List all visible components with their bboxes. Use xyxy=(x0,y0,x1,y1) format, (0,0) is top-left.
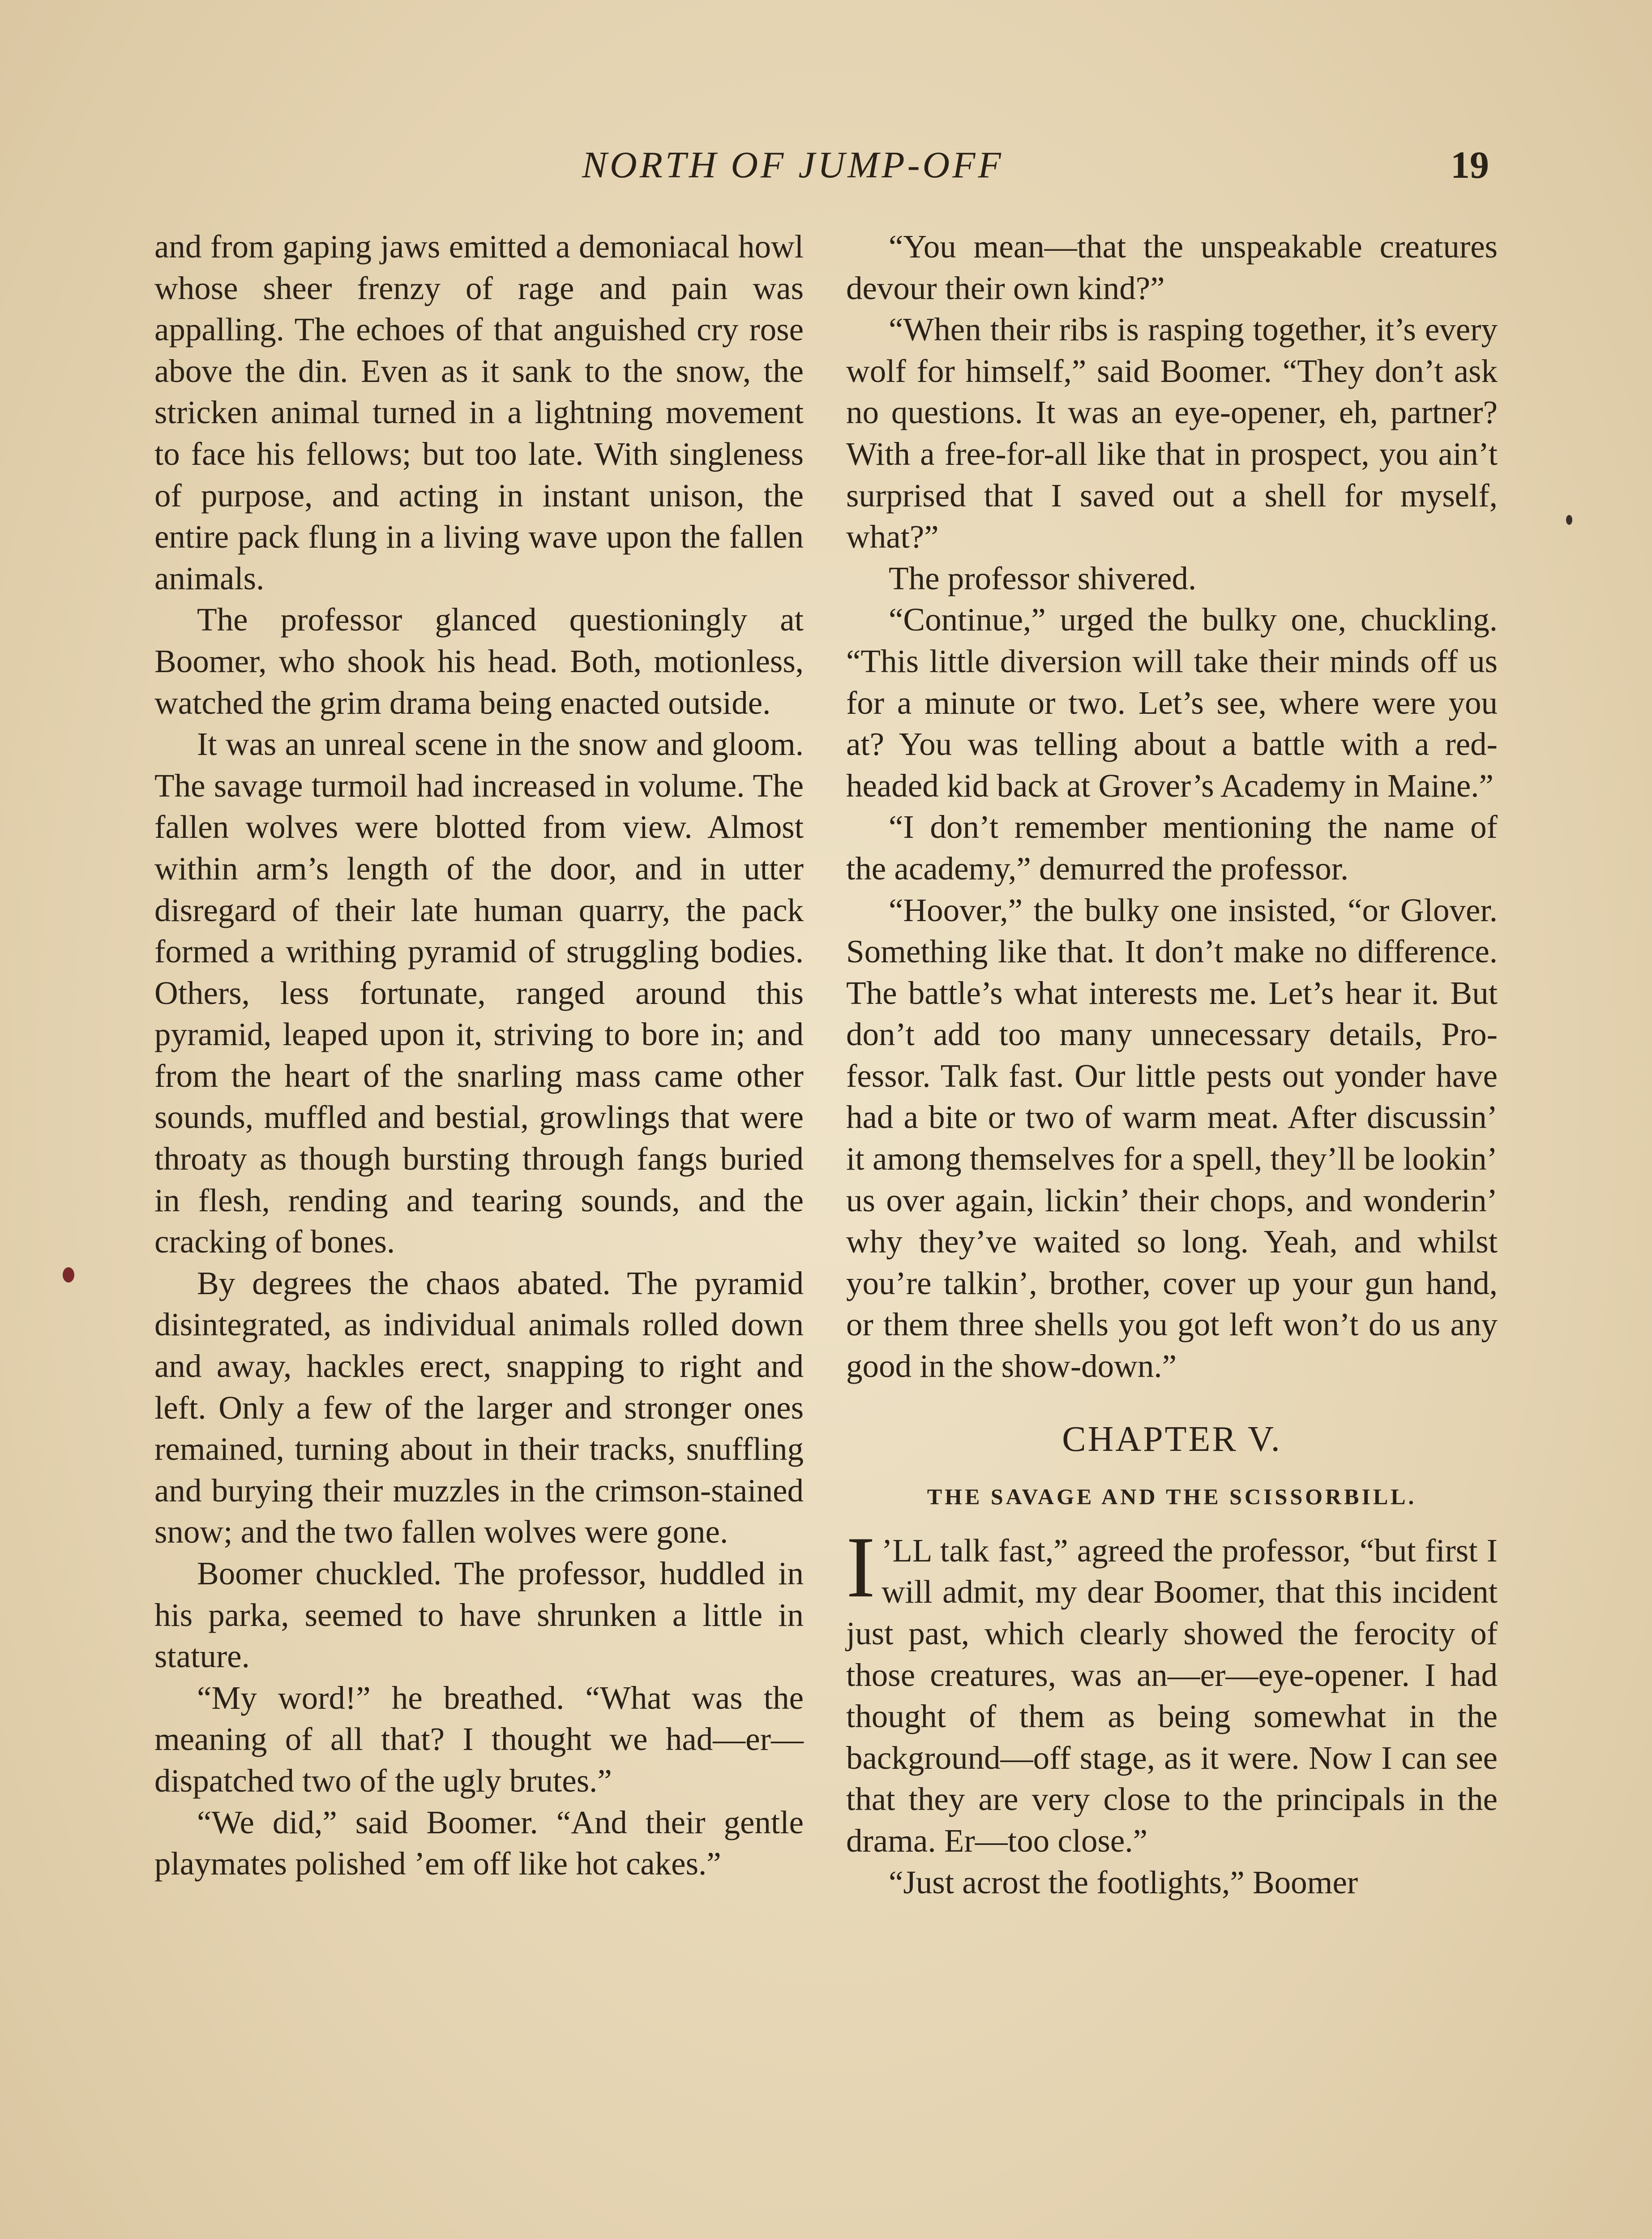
ink-speck xyxy=(1566,515,1572,525)
paragraph: It was an unreal scene in the snow and gloom. The savage turmoil had increased in volume. The fallen wolves were blotted from view. Almost within arm’s length of the door, and in utter disregard of their late human quarry, the pack formed a writhing pyramid of struggling bodies. Others, less fortunate, ranged around this pyramid, leaped upon it, striving to bore in; and from the heart of the snarling mass came other sounds, muffled and bestial, growlings that were throaty as though bursting through fangs buried in flesh, rending and tearing sounds, and the cracking of bones. xyxy=(154,726,804,1260)
paragraph: “My word!” he breathed. “What was the meaning of all that? I thought we had—er—dispatched two of the ugly brutes.” xyxy=(154,1679,804,1799)
paragraph: “Continue,” urged the bulky one, chuckling. “This little diversion will take their minds off us for a minute or two. Let’s see, where were you at? You was telling about a battle with a red-headed kid back at Grover’s Academy in Maine.” xyxy=(846,601,1498,804)
paragraph: By degrees the chaos abated. The pyramid disintegrated, as individual animals rolled down and away, hackles erect, snapping to right and left. Only a few of the larger and stronger ones remained, turning about in their tracks, snuffling and burying their muzzles in the crimson-stained snow; and the two fallen wolves were gone. xyxy=(154,1265,804,1550)
page-number: 19 xyxy=(1451,143,1489,186)
paragraph: Boomer chuckled. The professor, huddled in his parka, seemed to have shrunken a little in stature. xyxy=(154,1555,804,1675)
paragraph: and from gaping jaws emitted a demoniacal howl whose sheer frenzy of rage and pain was appalling. The echoes of that anguished cry rose above the din. Even as it sank to the snow, the stricken animal turned in a lightning movement to face his fellows; but too late. With singleness of purpose, and acting in instant unison, the entire pack flung in a living wave upon the fallen animals. xyxy=(154,228,804,596)
drop-cap: I xyxy=(846,1518,875,1616)
paragraph: The professor shivered. xyxy=(889,560,1197,596)
running-head: NORTH OF JUMP-OFF xyxy=(582,144,1004,186)
paragraph: “When their ribs is rasping together, it’s every wolf for himself,” said Boomer. “They don’t ask no questions. It was an eye-opener, eh, partner? With a free-for-all like that in prospect, you ain’t surprised that I saved out a shell for myself, what?” xyxy=(846,311,1498,555)
opening-text: ’LL talk fast,” agreed the professor, “but first I will admit, my dear Boomer, that this incident just past, which clearly showed the ferocity of those creatures, was an—er—eye-opener. I had thought of them as being somewhat in the background—off stage, as it were. Now I can see that they are very close to the principals in the drama. Er—too close.” xyxy=(846,1532,1498,1859)
chapter-subtitle: THE SAVAGE AND THE SCISSORBILL. xyxy=(927,1484,1417,1510)
right-column xyxy=(846,226,1498,1903)
paragraph: “We did,” said Boomer. “And their gentle playmates polished ’em off like hot cakes.” xyxy=(154,1804,804,1882)
paragraph: “Just acrost the footlights,” Boomer xyxy=(889,1864,1358,1900)
paragraph: The professor glanced questioningly at Boomer, who shook his head. Both, motionless, watched the grim drama being enacted outside. xyxy=(154,601,804,721)
chapter-opening-paragraph xyxy=(846,1518,1498,1862)
ink-speck xyxy=(63,1267,74,1282)
paragraph: “You mean—that the unspeakable creatures devour their own kind?” xyxy=(846,228,1498,306)
paragraph: “Hoover,” the bulky one insisted, “or Glover. Something like that. It don’t make no difference. The battle’s what interests me. Let’s hear it. But don’t add too many unnecessary details, Professor. Talk fast. Our little pests out yonder have had a bite or two of warm meat. After discussin’ it among themselves for a spell, they’ll be lookin’ us over again, lickin’ their chops, and wonderin’ why they’ve waited so long. Yeah, and whilst you’re talkin’, brother, cover up your gun hand, or them three shells you got left won’t do us any good in the show-down.” xyxy=(846,892,1498,1385)
left-column xyxy=(154,226,804,1885)
chapter-title: CHAPTER V. xyxy=(1062,1419,1282,1459)
paragraph: “I don’t remember mentioning the name of the academy,” demurred the professor. xyxy=(846,809,1498,887)
